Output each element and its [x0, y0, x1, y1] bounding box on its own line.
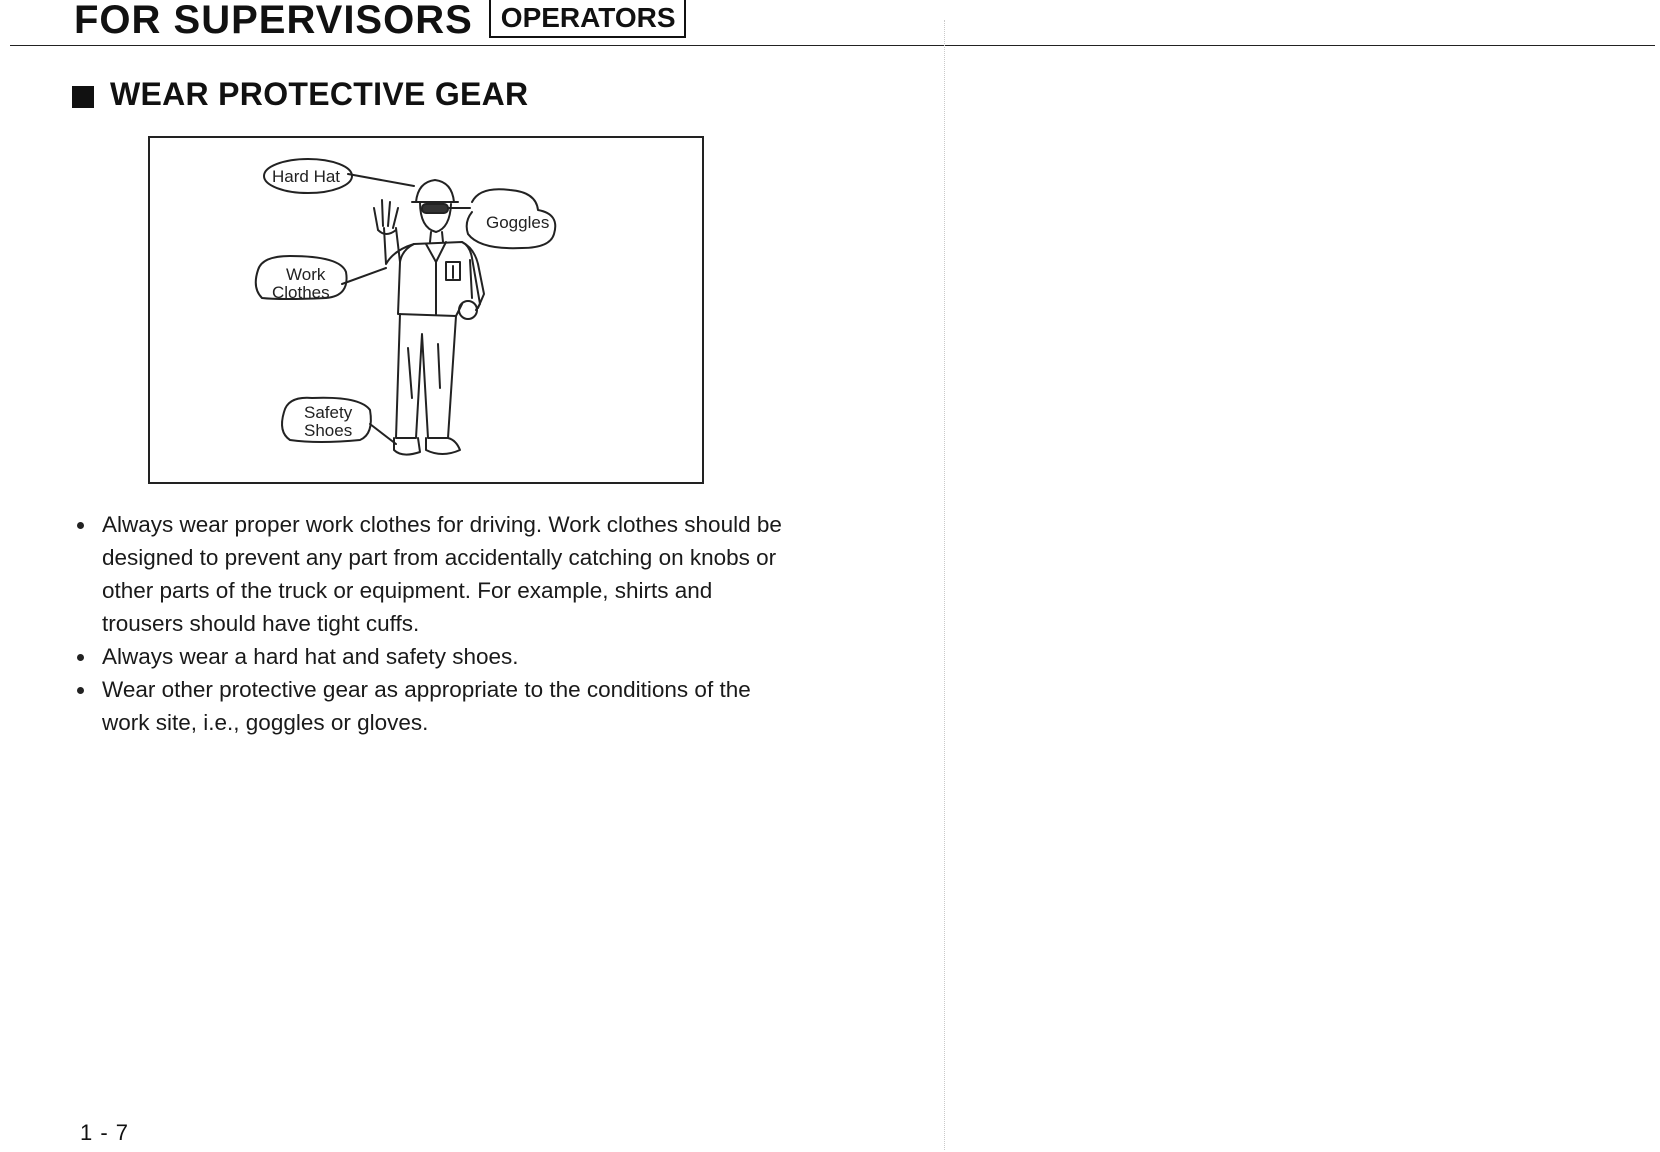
page-header	[74, 0, 686, 40]
callout-goggles: Goggles	[486, 213, 550, 232]
bullet-dot-icon	[77, 522, 84, 529]
list-item	[72, 508, 792, 640]
header-section-tab: OPERATORS	[489, 0, 686, 38]
bullet-dot-icon	[77, 687, 84, 694]
callout-work-clothes-line1: Work	[286, 265, 326, 284]
hard-hat-icon	[416, 180, 454, 202]
list-item-text: Wear other protective gear as appropriate to the conditions of the work site, i.e., goggles or gloves.	[102, 677, 751, 735]
list-item	[72, 673, 792, 739]
safety-shoes-icon	[394, 438, 420, 455]
safety-bullet-list	[72, 508, 792, 739]
callout-safety-shoes-line1: Safety	[304, 403, 353, 422]
list-item-text: Always wear a hard hat and safety shoes.	[102, 644, 519, 669]
goggles-icon	[422, 204, 448, 213]
callout-hard-hat: Hard Hat	[272, 167, 341, 186]
page-number: 1 - 7	[80, 1120, 130, 1145]
bullet-dot-icon	[77, 654, 84, 661]
callout-work-clothes-line2: Clothes	[272, 283, 330, 302]
page-fold-line	[944, 20, 945, 1150]
section-heading	[72, 76, 528, 113]
list-item-text: Always wear proper work clothes for driving. Work clothes should be designed to prevent any part from accidentally catching on knobs or other parts of the truck or equipment. For example, shirts and trousers should have tight cuffs.	[102, 512, 782, 636]
list-item	[72, 640, 792, 673]
callout-safety-shoes-line2: Shoes	[304, 421, 353, 440]
header-rule	[10, 45, 1655, 46]
section-title: WEAR PROTECTIVE GEAR	[110, 76, 529, 112]
square-bullet-icon	[72, 86, 94, 108]
raised-hand-icon	[374, 200, 398, 234]
header-section-title: FOR SUPERVISORS	[74, 0, 473, 42]
worker-drawing	[150, 138, 702, 482]
protective-gear-illustration	[148, 136, 704, 484]
